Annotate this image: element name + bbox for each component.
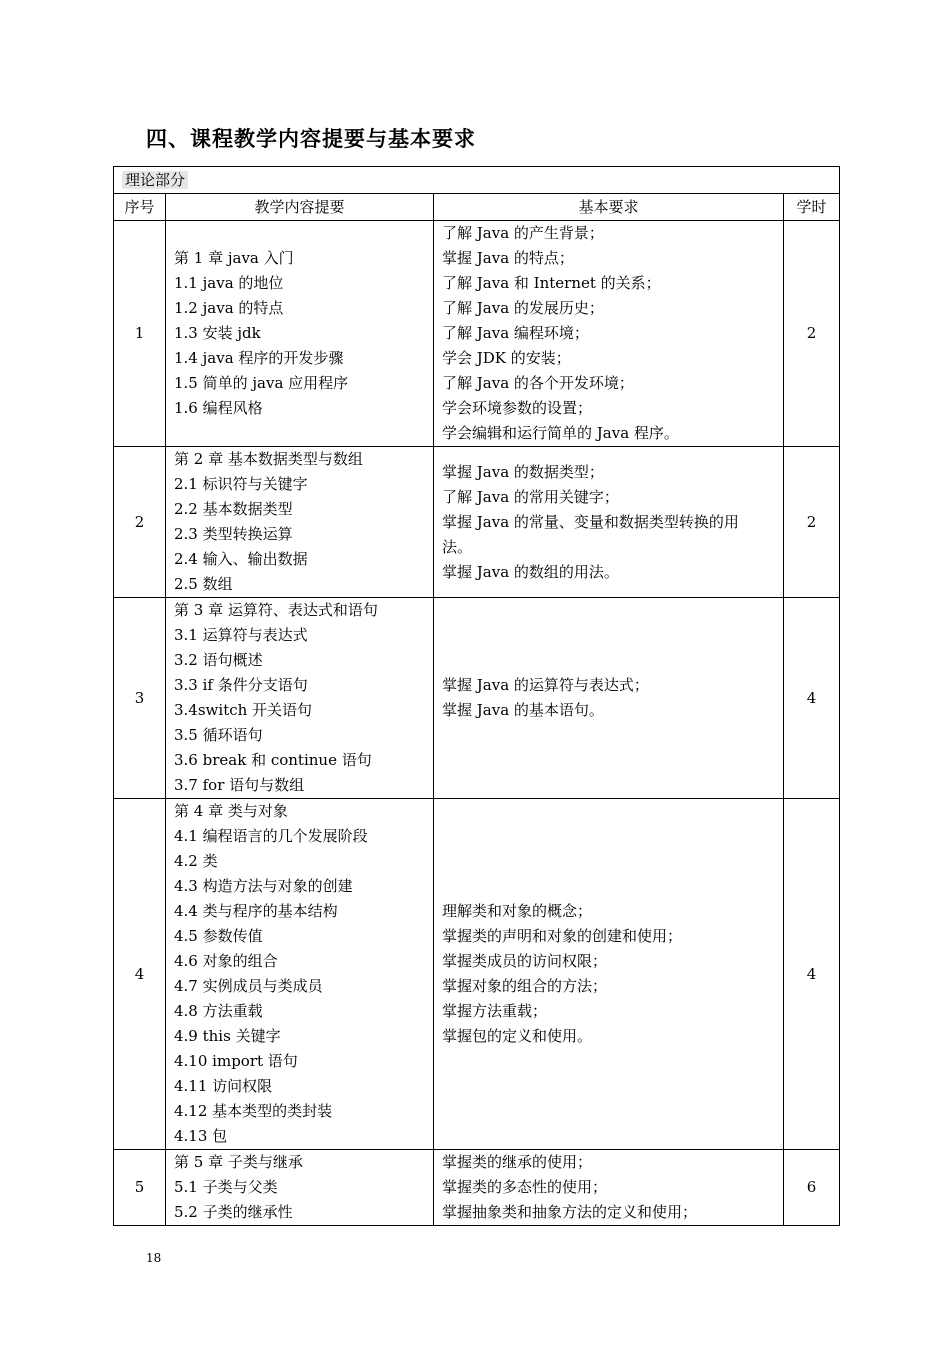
content-line: 4.12 基本类型的类封装 [174,1102,333,1120]
column-header-no: 序号 [114,194,166,221]
hours-cell: 4 [784,598,840,799]
content-line: 2.4 输入、输出数据 [174,550,308,568]
header-row [114,194,840,221]
content-cell [166,598,434,799]
requirement-line: 学会环境参数的设置； [442,399,593,417]
page-number: 18 [146,1251,162,1265]
requirements-cell [434,598,784,799]
requirement-line: 掌握 Java 的特点； [442,249,574,267]
content-line: 1.6 编程风格 [174,399,263,417]
content-line: 5.1 子类与父类 [174,1178,278,1196]
hours-cell: 4 [784,799,840,1150]
requirements-cell [434,1150,784,1226]
content-line: 3.4switch 开关语句 [174,701,313,719]
content-line: 1.1 java 的地位 [174,274,284,292]
content-line: 1.2 java 的特点 [174,299,284,317]
table-row [114,447,840,598]
requirement-line: 了解 Java 的常用关键字； [442,487,619,506]
requirement-line: 掌握类的多态性的使用； [442,1178,608,1196]
row-number: 1 [114,221,166,447]
requirements-cell [434,799,784,1150]
requirements-cell [434,221,784,447]
content-cell [166,221,434,447]
requirement-line: 掌握抽象类和抽象方法的定义和使用； [442,1203,698,1221]
content-line: 3.5 循环语句 [174,726,263,744]
requirements-cell [434,447,784,598]
table-row [114,598,840,799]
content-line: 3.7 for 语句与数组 [174,776,305,794]
content-line: 1.3 安装 jdk [174,324,261,342]
section-label: 理论部分 [122,171,188,189]
content-line: 4.10 import 语句 [174,1052,298,1070]
content-line: 第 4 章 类与对象 [174,802,288,820]
content-line: 3.2 语句概述 [174,651,263,669]
requirement-line: 了解 Java 的产生背景； [442,224,604,242]
content-line: 第 1 章 java 入门 [174,249,294,267]
requirement-line: 了解 Java 的各个开发环境； [442,374,634,392]
requirement-line: 了解 Java 编程环境； [442,324,589,342]
section-heading: 四、课程教学内容提要与基本要求 [146,127,476,151]
requirement-line: 学会编辑和运行简单的 Java 程序。 [442,424,679,442]
content-line: 4.1 编程语言的几个发展阶段 [174,827,368,845]
table-row [114,1150,840,1226]
content-line: 3.6 break 和 continue 语句 [174,751,372,769]
hours-cell: 6 [784,1150,840,1226]
content-line: 4.6 对象的组合 [174,952,278,970]
content-line: 4.8 方法重载 [174,1002,263,1020]
content-line: 4.11 访问权限 [174,1077,273,1095]
row-number: 3 [114,598,166,799]
content-line: 4.2 类 [174,852,218,870]
content-line: 1.4 java 程序的开发步骤 [174,349,344,367]
content-line: 4.5 参数传值 [174,927,263,945]
requirement-line: 掌握 Java 的运算符与表达式； [442,676,649,694]
hours-cell: 2 [784,447,840,598]
content-line: 3.1 运算符与表达式 [174,626,308,644]
content-line: 3.3 if 条件分支语句 [174,676,308,694]
row-number: 5 [114,1150,166,1226]
requirement-line: 掌握方法重载； [442,1002,548,1020]
requirement-line: 了解 Java 的发展历史； [442,299,604,317]
requirement-line: 掌握 Java 的数据类型； [442,462,604,481]
content-line: 第 2 章 基本数据类型与数组 [174,450,363,468]
requirement-line: 理解类和对象的概念； [442,902,593,920]
requirement-line: 学会 JDK 的安装； [442,349,571,367]
content-cell [166,447,434,598]
requirement-line: 掌握包的定义和使用。 [442,1027,593,1045]
requirement-line: 掌握 Java 的数组的用法。 [442,562,619,581]
row-number: 2 [114,447,166,598]
content-line: 4.3 构造方法与对象的创建 [174,877,353,895]
content-line: 2.3 类型转换运算 [174,525,293,543]
table-row [114,799,840,1150]
content-line: 4.13 包 [174,1127,228,1145]
requirement-line: 掌握类的声明和对象的创建和使用； [442,927,683,945]
content-line: 4.7 实例成员与类成员 [174,977,323,995]
content-line: 2.5 数组 [174,575,233,593]
row-number: 4 [114,799,166,1150]
content-line: 4.9 this 关键字 [174,1027,281,1045]
requirement-line: 掌握对象的组合的方法； [442,977,608,995]
content-line: 2.1 标识符与关键字 [174,475,308,493]
table-row [114,221,840,447]
content-line: 5.2 子类的继承性 [174,1203,293,1221]
content-line: 4.4 类与程序的基本结构 [174,902,338,920]
requirement-line: 法。 [442,537,473,556]
requirement-line: 掌握类成员的访问权限； [442,952,608,970]
content-line: 第 5 章 子类与继承 [174,1153,303,1171]
content-cell [166,1150,434,1226]
column-header-content: 教学内容提要 [166,194,434,221]
section-cell [114,167,840,194]
requirement-line: 掌握 Java 的基本语句。 [442,701,604,719]
column-header-requirements: 基本要求 [434,194,784,221]
content-line: 1.5 简单的 java 应用程序 [174,374,349,392]
requirement-line: 掌握 Java 的常量、变量和数据类型转换的用 [442,512,739,531]
syllabus-table [113,166,840,1226]
content-line: 第 3 章 运算符、表达式和语句 [174,601,378,619]
hours-cell: 2 [784,221,840,447]
column-header-hours: 学时 [784,194,840,221]
requirement-line: 了解 Java 和 Internet 的关系； [442,274,661,292]
requirement-line: 掌握类的继承的使用； [442,1153,593,1171]
content-cell [166,799,434,1150]
content-line: 2.2 基本数据类型 [174,500,293,518]
section-row [114,167,840,194]
